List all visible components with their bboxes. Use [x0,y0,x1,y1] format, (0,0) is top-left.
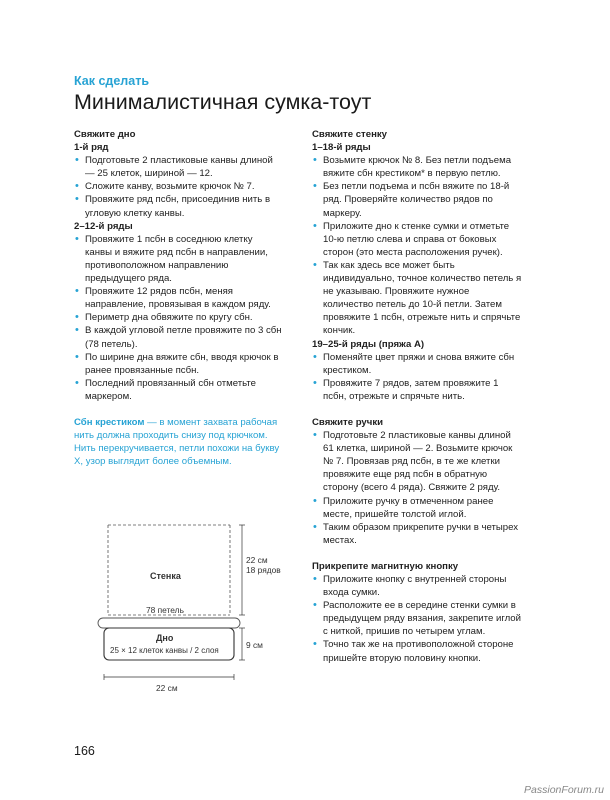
heading-bottom: Свяжите дно [74,129,136,140]
subheading-row1: 1-й ряд [74,142,109,154]
list-item: • Приложите ручку в отмеченном ранее месте, пришейте толстой иглой. [312,495,522,521]
watermark: PassionForum.ru [524,784,604,796]
page-title: Минималистичная сумка-тоут [74,90,372,114]
subheading-rows-19-25: 19–25-й ряды (пряжа А) [312,338,425,350]
list-item: • Приложите дно к стенке сумки и отметьте 10-ю петлю слева и справа от боковых сторон (это места расположения ручек). [312,220,522,259]
bottom-height-label: 9 см [246,640,263,650]
left-column [74,128,282,468]
technique-note [74,416,282,468]
heading-handles: Свяжите ручки [312,416,384,428]
instructions-list [74,154,282,219]
list-item: • По ширине дна вяжите сбн, вводя крючок в ранее провязанные псбн. [74,351,282,377]
instructions-list [312,573,522,665]
loops-label: 78 петель [146,605,184,615]
bag-schematic-drawing [90,515,280,705]
list-item: • Провяжите 1 псбн в соседнюю клетку канвы и вяжите ряд псбн в направлении, противоположном направлению предыдущего ряда. [74,233,282,285]
section-kicker: Как сделать [74,74,149,88]
instructions-list [312,429,522,547]
width-label: 22 см [156,683,178,693]
list-item: • Подготовьте 2 пластиковые канвы длиной — 25 клеток, шириной — 12. [74,154,282,180]
note-text: — в момент захвата рабочая нить должна проходить снизу под крючком. Нить перекручивается, петли похожи на букву Х, узор выглядит более объемным. [74,416,280,468]
list-item: • Провяжите 12 рядов псбн, меняя направление, провязывая в каждом ряду. [74,285,282,311]
subheading-rows-1-18: 1–18-й ряды [312,142,371,154]
height-rows-label: 18 рядов [246,565,281,575]
list-item: • Провяжите 7 рядов, затем провяжите 1 псбн, отрежьте и спрячьте нить. [312,377,522,403]
list-item: • Провяжите ряд пcбн, присоединив нить в угловую клетку канвы. [74,193,282,219]
right-column [312,128,522,665]
list-item: • Сложите канву, возьмите крючок № 7. [74,180,282,193]
bottom-sub-label: 25 × 12 клеток канвы / 2 слоя [110,646,219,655]
page-number: 166 [74,744,95,758]
wall-label: Стенка [150,571,181,581]
bottom-label: Дно [156,633,174,643]
list-item: • Поменяйте цвет пряжи и снова вяжите сбн крестиком. [312,351,522,377]
list-item: • Последний провязанный сбн отметьте маркером. [74,377,282,403]
list-item: • Периметр дна обвяжите по кругу сбн. [74,311,282,324]
list-item: • Таким образом прикрепите ручки в четырех местах. [312,521,522,547]
list-item: • Возьмите крючок № 8. Без петли подъема вяжите сбн крестиком* в первую петлю. [312,154,522,180]
list-item: • Расположите ее в середине стенки сумки в предыдущем ряду вязания, закрепите иглой с ниткой, пришив по четырем углам. [312,599,522,638]
instructions-list [74,233,282,403]
instructions-list [312,154,522,337]
subheading-rows-2-12: 2–12-й ряды [74,220,133,232]
instructions-list [312,351,522,403]
note-term: Сбн крестиком [74,416,145,428]
list-item: • В каждой угловой петле провяжите по 3 сбн (78 петель). [74,324,282,350]
list-item: • Без петли подъема и псбн вяжите по 18-й ряд. Проверяйте количество рядов по маркеру. [312,180,522,219]
list-item: • Так как здесь все может быть индивидуально, точное количество петель я не указываю. Провяжите нужное количество петель до 10-й петли. Затем провяжите 1 псбн, отрежьте нить и спрячьте кончик. [312,259,522,338]
heading-wall: Свяжите стенку [312,129,387,140]
list-item: • Приложите кнопку с внутренней стороны входа сумки. [312,573,522,599]
list-item: • Точно так же на противоположной стороне пришейте вторую половину кнопки. [312,638,522,664]
bag-schematic [90,515,280,705]
heading-magnet-button: Прикрепите магнитную кнопку [312,560,459,572]
height-cm-label: 22 см [246,555,268,565]
list-item: • Подготовьте 2 пластиковые канвы длиной 61 клетка, шириной — 2. Возьмите крючок № 7. Провязав ряд псбн, в те же клетки провяжите еще ряд псбн в обратную сторону (всего 4 ряда). Свяжите 2 ряду. [312,429,522,494]
